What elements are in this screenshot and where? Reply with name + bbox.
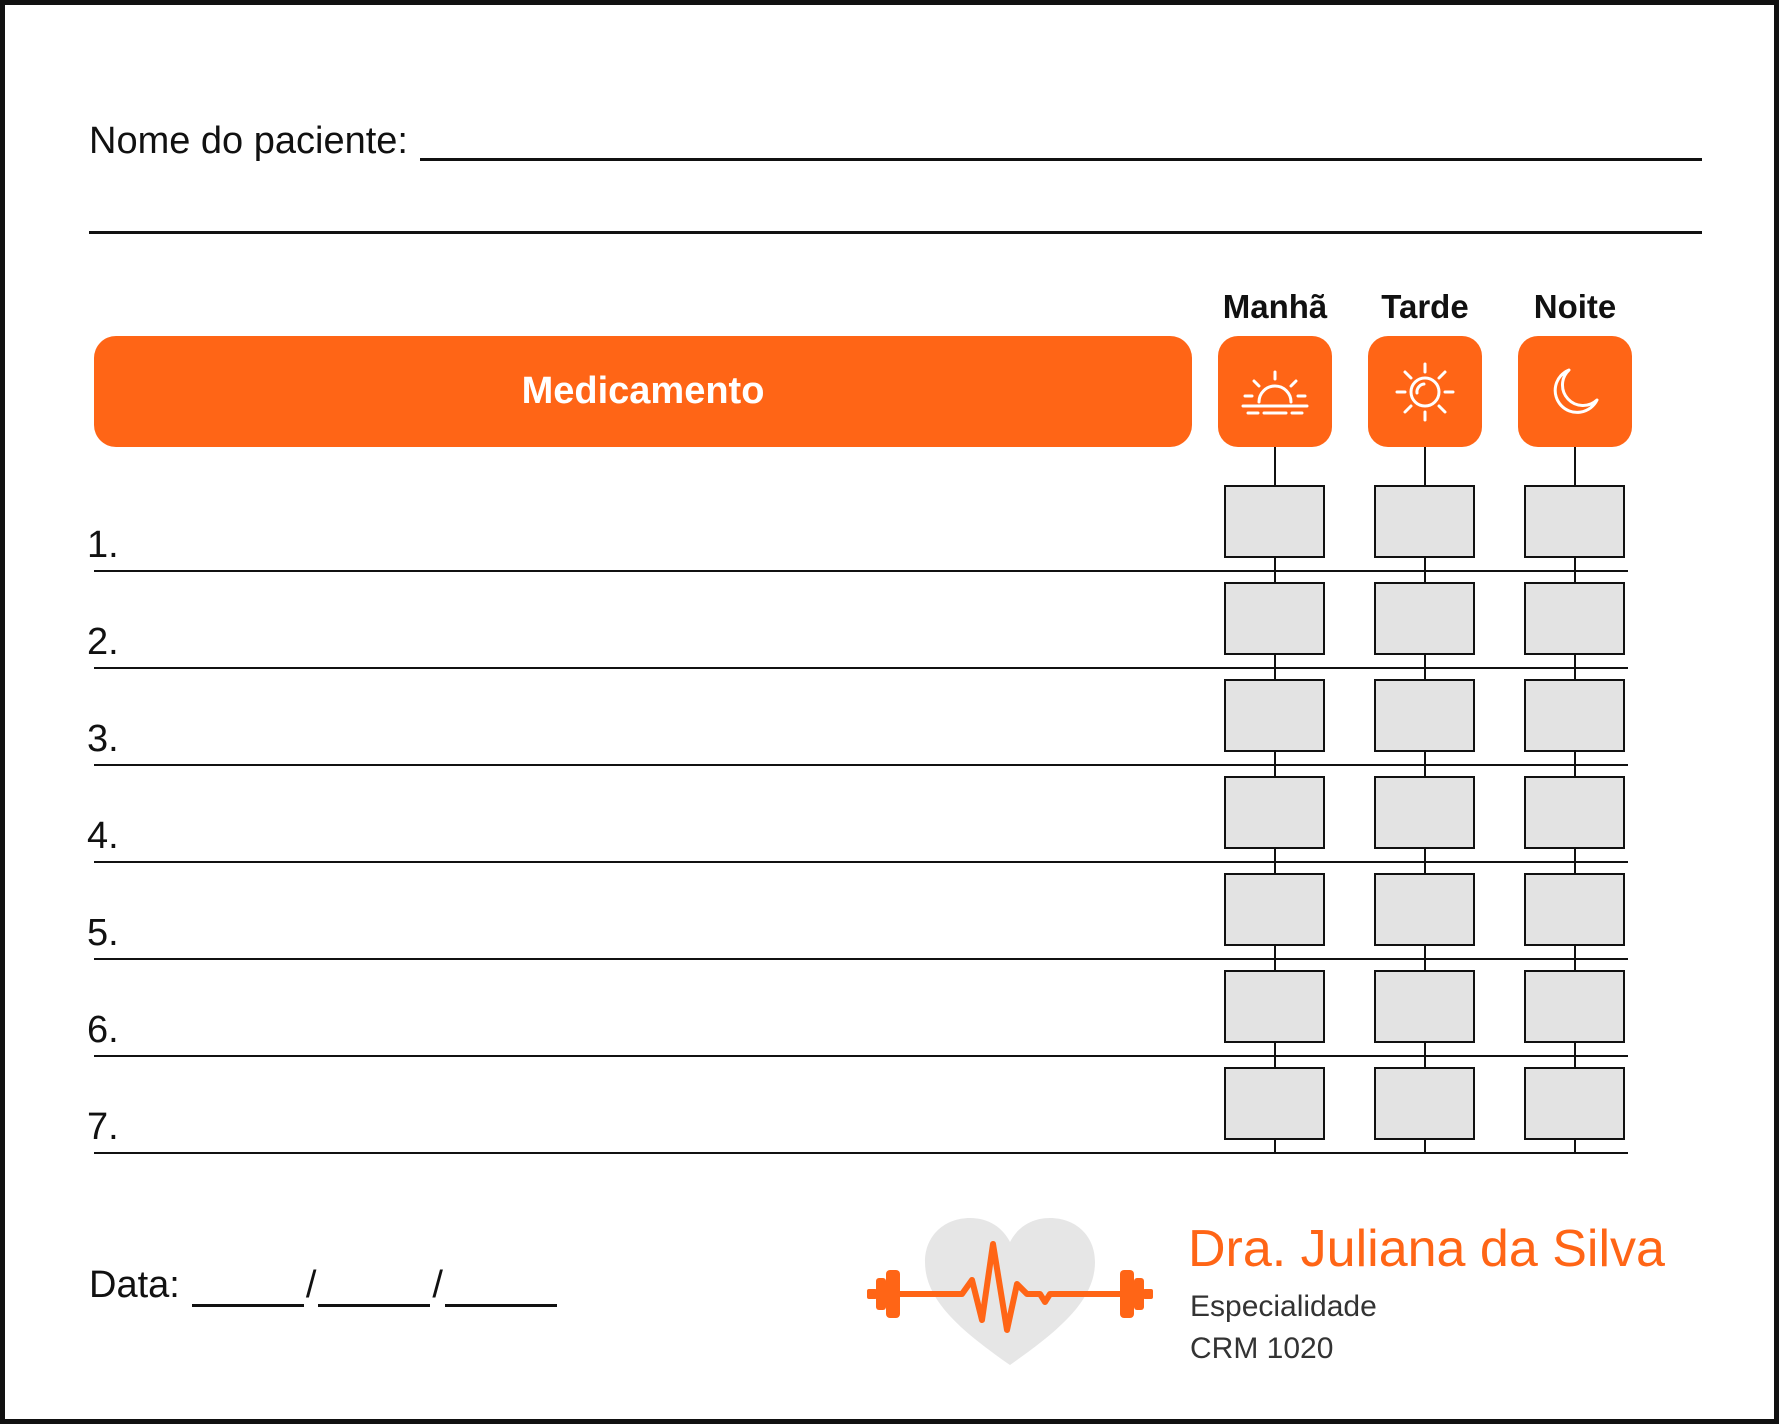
doctor-name: Dra. Juliana da Silva: [1188, 1220, 1665, 1278]
morning-checkbox[interactable]: [1224, 485, 1325, 558]
morning-checkbox[interactable]: [1224, 970, 1325, 1043]
doctor-crm: CRM 1020: [1190, 1332, 1334, 1365]
afternoon-checkbox[interactable]: [1374, 485, 1475, 558]
date-separator: /: [305, 1264, 317, 1306]
date-year-field[interactable]: [445, 1264, 557, 1307]
row-number: 5.: [87, 912, 119, 954]
afternoon-checkbox[interactable]: [1374, 1067, 1475, 1140]
night-checkbox[interactable]: [1524, 582, 1625, 655]
medication-line[interactable]: [94, 1055, 1628, 1057]
period-header-morning: Manhã: [1222, 288, 1328, 325]
period-header-afternoon: Tarde: [1381, 288, 1469, 325]
morning-checkbox[interactable]: [1224, 873, 1325, 946]
medication-line[interactable]: [94, 667, 1628, 669]
night-checkbox[interactable]: [1524, 873, 1625, 946]
heart-dumbbell-heartbeat-icon: [865, 1210, 1155, 1370]
date-label: Data:: [89, 1264, 180, 1306]
medication-line[interactable]: [94, 764, 1628, 766]
morning-checkbox[interactable]: [1224, 582, 1325, 655]
medication-line[interactable]: [94, 1152, 1628, 1154]
row-number: 1.: [87, 524, 119, 566]
medication-header: [94, 336, 1192, 447]
afternoon-icon-box: [1368, 336, 1482, 447]
morning-checkbox[interactable]: [1224, 776, 1325, 849]
night-checkbox[interactable]: [1524, 776, 1625, 849]
morning-checkbox[interactable]: [1224, 1067, 1325, 1140]
night-checkbox[interactable]: [1524, 970, 1625, 1043]
medication-line[interactable]: [94, 570, 1628, 572]
medication-header-label: Medicamento: [521, 370, 765, 412]
afternoon-checkbox[interactable]: [1374, 679, 1475, 752]
row-number: 6.: [87, 1009, 119, 1051]
afternoon-checkbox[interactable]: [1374, 582, 1475, 655]
medication-line[interactable]: [94, 861, 1628, 863]
sunrise-icon: [1240, 366, 1310, 418]
sun-icon: [1393, 360, 1457, 424]
afternoon-checkbox[interactable]: [1374, 776, 1475, 849]
date-row: [89, 1263, 557, 1307]
patient-name-row: [89, 113, 1702, 163]
row-number: 4.: [87, 815, 119, 857]
period-header-night: Noite: [1533, 288, 1617, 325]
patient-name-field[interactable]: [420, 114, 1702, 161]
morning-icon-box: [1218, 336, 1332, 447]
row-number: 7.: [87, 1106, 119, 1148]
date-separator: /: [432, 1264, 443, 1306]
night-checkbox[interactable]: [1524, 679, 1625, 752]
doctor-specialty: Especialidade: [1190, 1290, 1377, 1323]
afternoon-checkbox[interactable]: [1374, 970, 1475, 1043]
night-checkbox[interactable]: [1524, 1067, 1625, 1140]
morning-checkbox[interactable]: [1224, 679, 1325, 752]
medication-line[interactable]: [94, 958, 1628, 960]
date-day-field[interactable]: [192, 1264, 304, 1307]
patient-name-field-line-2[interactable]: [89, 231, 1702, 234]
night-icon-box: [1518, 336, 1632, 447]
afternoon-checkbox[interactable]: [1374, 873, 1475, 946]
row-number: 2.: [87, 621, 119, 663]
date-month-field[interactable]: [318, 1264, 430, 1307]
night-checkbox[interactable]: [1524, 485, 1625, 558]
patient-name-label: Nome do paciente:: [89, 120, 408, 162]
row-number: 3.: [87, 718, 119, 760]
moon-icon: [1547, 364, 1603, 420]
